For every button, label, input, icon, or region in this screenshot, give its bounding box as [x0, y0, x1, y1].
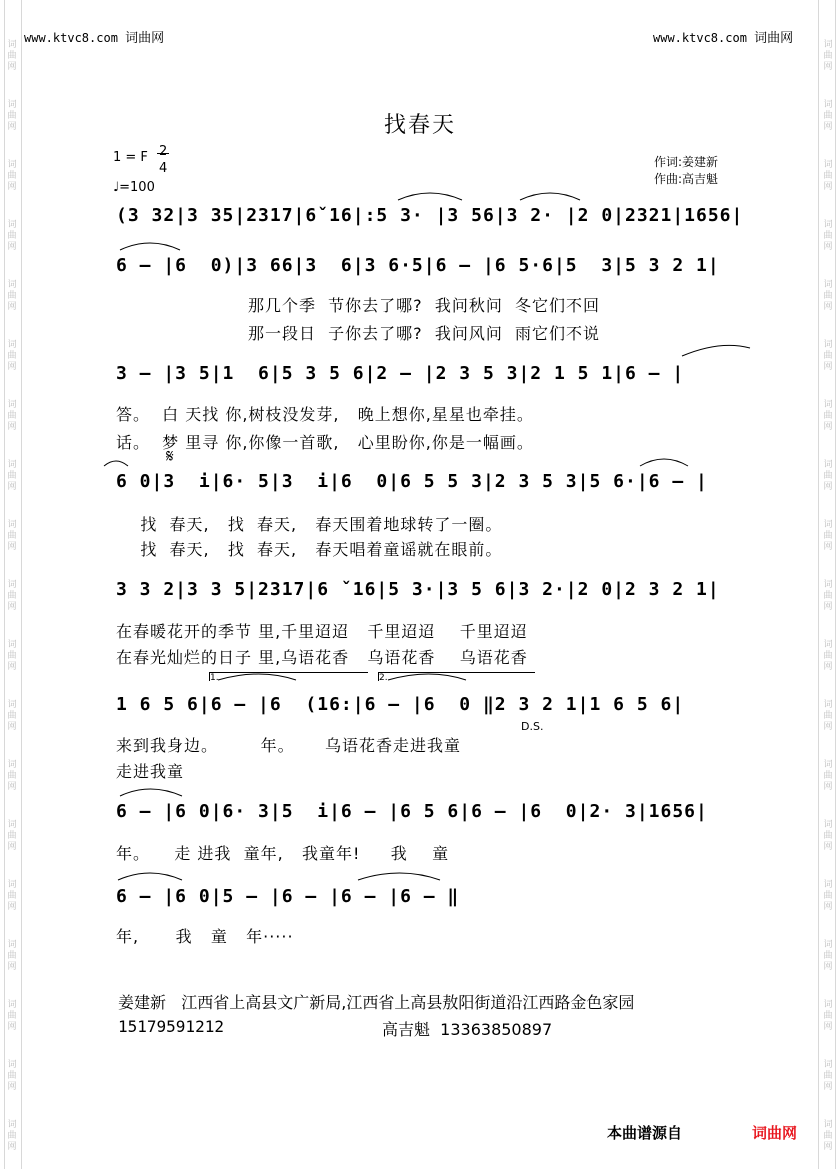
watermark-glyph-stack: 词 曲 网 — [7, 40, 17, 72]
watermark-glyph-stack: 词 曲 网 — [823, 820, 833, 852]
watermark-glyph-stack: 词 曲 网 — [823, 160, 833, 192]
watermark-glyph-stack: 词 曲 网 — [823, 580, 833, 612]
watermark-glyph-stack: 词 曲 网 — [823, 1120, 833, 1152]
watermark-glyph-stack: 词 曲 网 — [7, 1060, 17, 1092]
watermark-glyph-stack: 词 曲 网 — [7, 460, 17, 492]
lyric-row-5-verse-2: 在春光灿烂的日子 里,乌语花香 乌语花香 乌语花香 — [116, 648, 528, 667]
watermark-glyph-stack: 词 曲 网 — [823, 640, 833, 672]
watermark-glyph-stack: 词 曲 网 — [7, 580, 17, 612]
score-row-2: 6 – |6 0)|3 66|3 6|3 6·5|6 – |6 5·6|5 3|5 3 2 1| — [116, 255, 720, 276]
watermark-glyph-stack: 词 曲 网 — [823, 220, 833, 252]
lyric-row-3-verse-1: 答。 白 天找 你,树枝没发芽, 晚上想你,星星也牵挂。 — [116, 405, 534, 424]
composer-credit: 作曲:高吉魁 — [654, 172, 719, 186]
lyric-row-2-verse-1: 那几个季 节你去了哪? 我问秋问 冬它们不回 — [248, 296, 601, 315]
watermark-glyph-stack: 词 曲 网 — [7, 640, 17, 672]
watermark-glyph-stack: 词 曲 网 — [7, 340, 17, 372]
watermark-glyph-stack: 词 曲 网 — [823, 940, 833, 972]
watermark-glyph-stack: 词 曲 网 — [823, 1000, 833, 1032]
tempo-marking: ♩=100 — [113, 180, 155, 195]
score-row-7: 6 – |6 0|6· 3|5 i|6 – |6 5 6|6 – |6 0|2· 3|1656| — [116, 801, 708, 822]
volta-first-ending: 1. — [209, 672, 368, 681]
header-right-site-name: 词曲网 — [754, 31, 794, 46]
watermark-glyph-stack: 词 曲 网 — [7, 160, 17, 192]
watermark-glyph-stack: 词 曲 网 — [823, 340, 833, 372]
watermark-glyph-stack: 词 曲 网 — [823, 700, 833, 732]
lyric-row-4-verse-2: 找 春天, 找 春天, 春天唱着童谣就在眼前。 — [116, 540, 503, 559]
slur — [358, 873, 440, 880]
slur — [520, 193, 580, 200]
score-row-8: 6 – |6 0|5 – |6 – |6 – |6 – ‖ — [116, 886, 460, 907]
ds-marking: D.S. — [521, 720, 544, 733]
slur — [398, 193, 462, 200]
watermark-glyph-stack: 词 曲 网 — [7, 1000, 17, 1032]
score-row-3: 3 – |3 5|1 6|5 3 5 6|2 – |2 3 5 3|2 1 5 1|6 – | — [116, 363, 685, 384]
slur — [218, 674, 296, 680]
watermark-glyph-stack: 词 曲 网 — [823, 280, 833, 312]
slur — [104, 461, 128, 466]
lyric-row-5-verse-1: 在春暖花开的季节 里,千里迢迢 千里迢迢 千里迢迢 — [116, 622, 528, 641]
lyric-row-7: 年。 走 进我 童年, 我童年! 我 童 — [116, 844, 450, 863]
lyric-row-6-line-2: 走进我童 — [116, 762, 185, 781]
watermark-glyph-stack: 词 曲 网 — [823, 40, 833, 72]
watermark-glyph-stack: 词 曲 网 — [823, 460, 833, 492]
watermark-glyph-stack: 词 曲 网 — [823, 880, 833, 912]
watermark-glyph-stack: 词 曲 网 — [7, 280, 17, 312]
watermark-glyph-stack: 词 曲 网 — [7, 220, 17, 252]
watermark-glyph-stack: 词 曲 网 — [7, 880, 17, 912]
watermark-glyph-stack: 词 曲 网 — [7, 100, 17, 132]
watermark-glyph-stack: 词 曲 网 — [7, 1120, 17, 1152]
watermark-glyph-stack: 词 曲 网 — [823, 400, 833, 432]
footer-phone-lyricist: 15179591212 — [118, 1017, 224, 1036]
footer-composer-contact: 高吉魁 13363850897 — [382, 1020, 553, 1039]
lyric-row-8: 年, 我 童 年····· — [116, 927, 294, 946]
lyric-row-4-verse-1: 找 春天, 找 春天, 春天围着地球转了一圈。 — [116, 515, 503, 534]
slur — [682, 345, 750, 356]
time-signature-top: 2 — [159, 144, 168, 159]
slur — [118, 873, 182, 880]
watermark-glyph-stack: 词 曲 网 — [823, 100, 833, 132]
score-row-1: (3 32|3 35|2317|6ˇ16|:5 3· |3 56|3 2· |2 0|2321|1656| — [116, 205, 744, 226]
segno-sign: 𝄋 — [166, 446, 174, 467]
source-label: 本曲谱源自 — [607, 1124, 683, 1142]
watermark-glyph-stack: 词 曲 网 — [7, 760, 17, 792]
score-row-6: 1 6 5 6|6 – |6 (16:|6 – |6 0 ‖2 3 2 1|1 6 5 6| — [116, 694, 685, 715]
watermark-glyph-stack: 词 曲 网 — [7, 940, 17, 972]
watermark-glyph-stack: 词 曲 网 — [823, 760, 833, 792]
watermark-glyph-stack: 词 曲 网 — [823, 520, 833, 552]
watermark-glyph-stack: 词 曲 网 — [7, 400, 17, 432]
lyric-row-6-line-1: 来到我身边。 年。 乌语花香走进我童 — [116, 736, 462, 755]
lyric-row-2-verse-2: 那一段日 子你去了哪? 我问风问 雨它们不说 — [248, 324, 601, 343]
footer-address-line: 姜建新 江西省上高县文广新局,江西省上高县敖阳街道沿江西路金色家园 — [118, 993, 635, 1012]
watermark-glyph-stack: 词 曲 网 — [7, 820, 17, 852]
lyricist-credit: 作词:姜建新 — [654, 155, 719, 169]
key-label: 1 = F — [113, 150, 148, 165]
slur — [120, 243, 180, 250]
slur — [388, 674, 466, 680]
watermark-glyph-stack: 词 曲 网 — [7, 700, 17, 732]
header-left-url[interactable]: www.ktvc8.com — [24, 31, 118, 45]
slur — [120, 789, 182, 796]
time-signature-bottom: 4 — [159, 161, 168, 176]
watermark-glyph-stack: 词 曲 网 — [7, 520, 17, 552]
header-right-url[interactable]: www.ktvc8.com — [653, 31, 747, 45]
lyric-row-3-verse-2: 话。 梦 里寻 你,你像一首歌, 心里盼你,你是一幅画。 — [116, 433, 534, 452]
volta-second-ending: 2. — [378, 672, 535, 681]
watermark-glyph-stack: 词 曲 网 — [823, 1060, 833, 1092]
header-left-site-name: 词曲网 — [125, 31, 165, 46]
source-site-link[interactable]: 词曲网 — [752, 1124, 798, 1142]
score-row-4: 6 0|3 i|6· 5|3 i|6 0|6 5 5 3|2 3 5 3|5 6·|6 – | — [116, 471, 708, 492]
slur — [640, 459, 688, 466]
score-row-5: 3 3 2|3 3 5|2317|6 ˇ16|5 3·|3 5 6|3 2·|2 0|2 3 2 1| — [116, 579, 720, 600]
song-title: 找春天 — [383, 113, 456, 138]
